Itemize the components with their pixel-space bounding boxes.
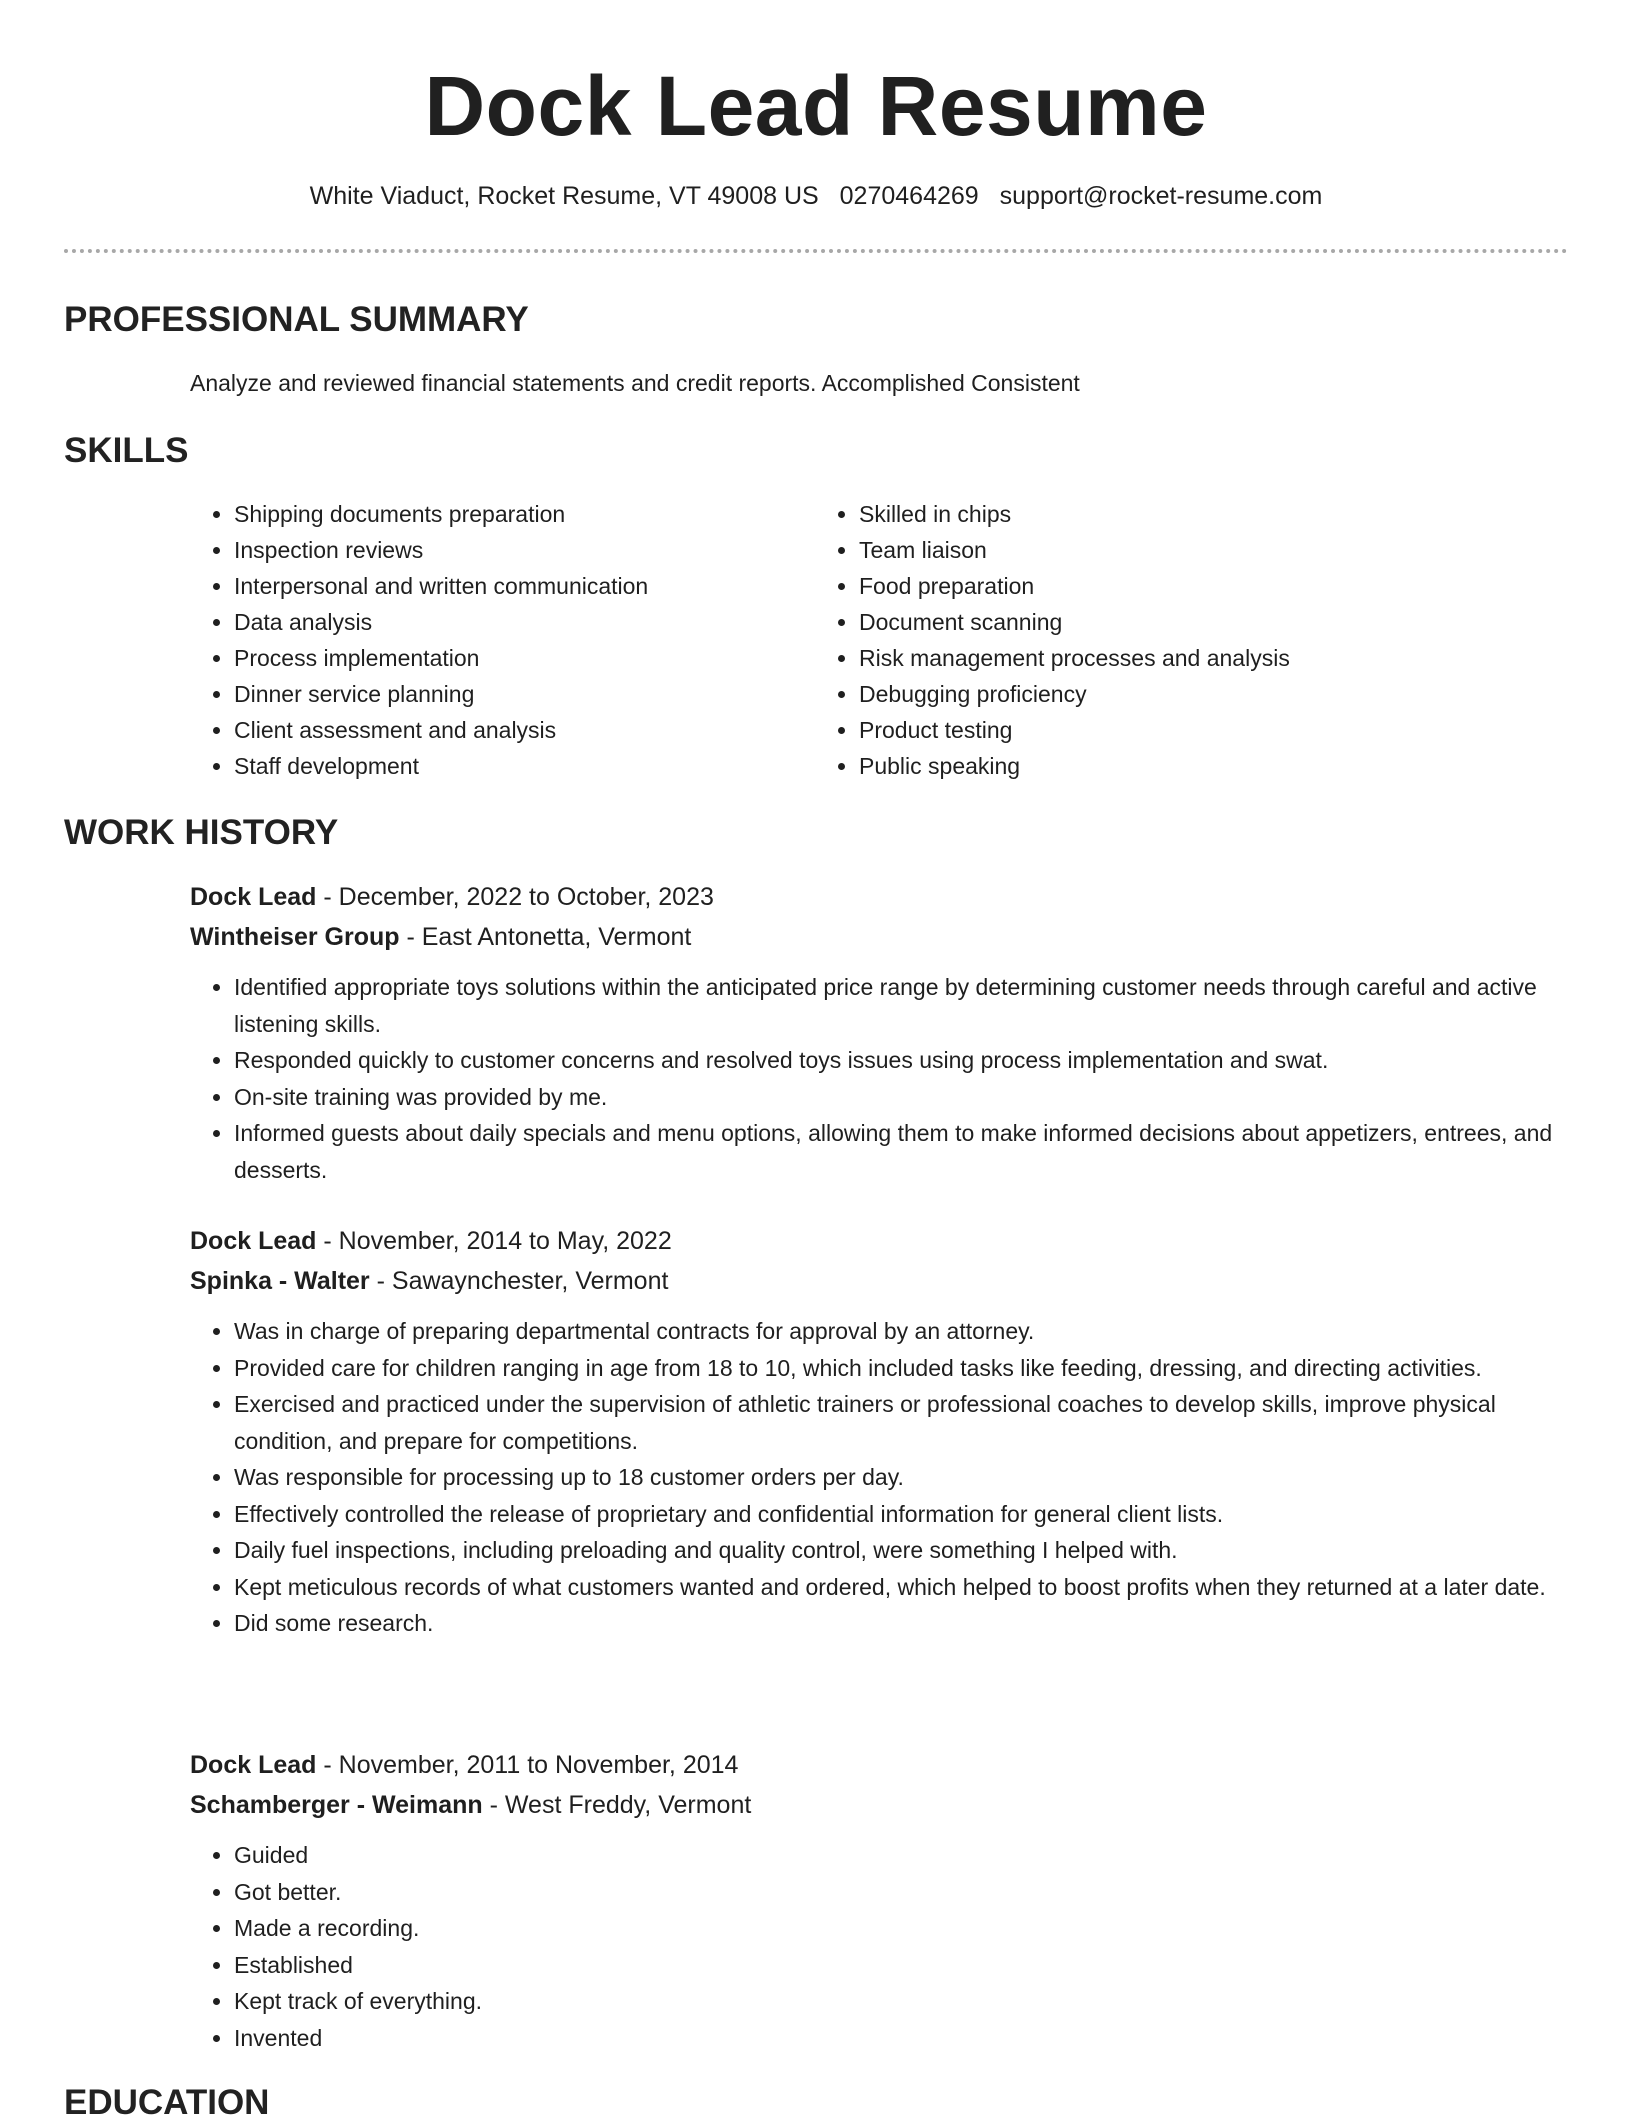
job-dates: - November, 2011 to November, 2014: [316, 1751, 739, 1779]
job-role: Dock Lead: [190, 883, 317, 911]
job-location: - West Freddy, Vermont: [482, 1791, 752, 1819]
job-company-line: [190, 1261, 1590, 1301]
skill-item: • Shipping documents preparation: [234, 496, 815, 532]
contact-email: support@rocket-resume.com: [999, 182, 1323, 210]
job-location: - Sawaynchester, Vermont: [369, 1267, 669, 1295]
job-dates: - November, 2014 to May, 2022: [316, 1227, 672, 1255]
job-location: - East Antonetta, Vermont: [399, 923, 692, 951]
job-duty: • Informed guests about daily specials and menu options, allowing them to make informed decisions about appetizers, entrees, and desserts.: [234, 1115, 1590, 1188]
job-duty: • Invented: [234, 2020, 1590, 2057]
skills-column-left: [190, 496, 815, 784]
job-role-line: [190, 1221, 1590, 1261]
job-duty: • On-site training was provided by me.: [234, 1079, 1590, 1116]
summary-text: Analyze and reviewed financial statements and credit reports. Accomplished Consistent: [190, 370, 1080, 396]
job-company: Spinka - Walter: [190, 1267, 370, 1295]
job-duty: • Kept meticulous records of what customers wanted and ordered, which helped to boost profits when they returned at a later date.: [234, 1569, 1590, 1606]
skill-item: • Debugging proficiency: [859, 676, 1440, 712]
job-role-line: [190, 877, 1590, 917]
job-duty: • Was in charge of preparing departmental contracts for approval by an attorney.: [234, 1313, 1590, 1350]
job-duty: • Daily fuel inspections, including preloading and quality control, were something I helped with.: [234, 1532, 1590, 1569]
skill-item: • Interpersonal and written communication: [234, 568, 815, 604]
job-duty: • Identified appropriate toys solutions within the anticipated price range by determining customer needs through careful and active listening skills.: [234, 969, 1590, 1042]
skill-item: • Process implementation: [234, 640, 815, 676]
job-company-line: [190, 917, 1590, 957]
skill-item: • Client assessment and analysis: [234, 712, 815, 748]
skill-item: • Team liaison: [859, 532, 1440, 568]
job-duties: [190, 969, 1590, 1188]
job-duties: [190, 1837, 1590, 2056]
job-entry: [190, 1221, 1590, 1642]
job-entry: [190, 877, 1590, 1188]
skill-item: • Food preparation: [859, 568, 1440, 604]
job-duty: • Was responsible for processing up to 18 customer orders per day.: [234, 1459, 1590, 1496]
skill-item: • Staff development: [234, 748, 815, 784]
job-company-line: [190, 1785, 1590, 1825]
resume-page: [64, 0, 1568, 2122]
contact-line: [64, 180, 1568, 212]
job-duty: • Guided: [234, 1837, 1590, 1874]
skill-item: • Dinner service planning: [234, 676, 815, 712]
job-duty: • Provided care for children ranging in age from 18 to 10, which included tasks like feeding, dressing, and directing activities.: [234, 1350, 1590, 1387]
job-duties: [190, 1313, 1590, 1642]
skill-item: • Inspection reviews: [234, 532, 815, 568]
contact-phone: 0270464269: [839, 182, 979, 210]
job-duty: • Got better.: [234, 1874, 1590, 1911]
section-title-education: EDUCATION: [64, 2083, 270, 2122]
skill-item: • Public speaking: [859, 748, 1440, 784]
header-divider: [64, 249, 1568, 253]
job-role: Dock Lead: [190, 1227, 317, 1255]
job-duty: • Kept track of everything.: [234, 1983, 1590, 2020]
job-duty: • Responded quickly to customer concerns and resolved toys issues using process implementation and swat.: [234, 1042, 1590, 1079]
section-title-skills: SKILLS: [64, 431, 189, 470]
skill-item: • Skilled in chips: [859, 496, 1440, 532]
skill-item: • Data analysis: [234, 604, 815, 640]
job-dates: - December, 2022 to October, 2023: [316, 883, 714, 911]
job-role-line: [190, 1745, 1590, 1785]
job-duty: • Established: [234, 1947, 1590, 1984]
skills-list: [190, 496, 1440, 784]
section-title-summary: PROFESSIONAL SUMMARY: [64, 300, 529, 339]
page-title: Dock Lead Resume: [424, 59, 1208, 153]
job-duty: • Effectively controlled the release of proprietary and confidential information for general client lists.: [234, 1496, 1590, 1533]
skill-item: • Risk management processes and analysis: [859, 640, 1440, 676]
job-entry: [190, 1745, 1590, 2056]
job-duty: • Exercised and practiced under the supervision of athletic trainers or professional coaches to develop skills, improve physical condition, and prepare for competitions.: [234, 1386, 1590, 1459]
skill-item: • Product testing: [859, 712, 1440, 748]
contact-address: White Viaduct, Rocket Resume, VT 49008 US: [309, 182, 819, 210]
job-duty: • Did some research.: [234, 1605, 1590, 1642]
job-role: Dock Lead: [190, 1751, 317, 1779]
skills-column-right: [815, 496, 1440, 784]
section-title-work-history: WORK HISTORY: [64, 813, 339, 852]
job-company: Schamberger - Weimann: [190, 1791, 483, 1819]
skill-item: • Document scanning: [859, 604, 1440, 640]
job-duty: • Made a recording.: [234, 1910, 1590, 1947]
job-company: Wintheiser Group: [190, 923, 400, 951]
